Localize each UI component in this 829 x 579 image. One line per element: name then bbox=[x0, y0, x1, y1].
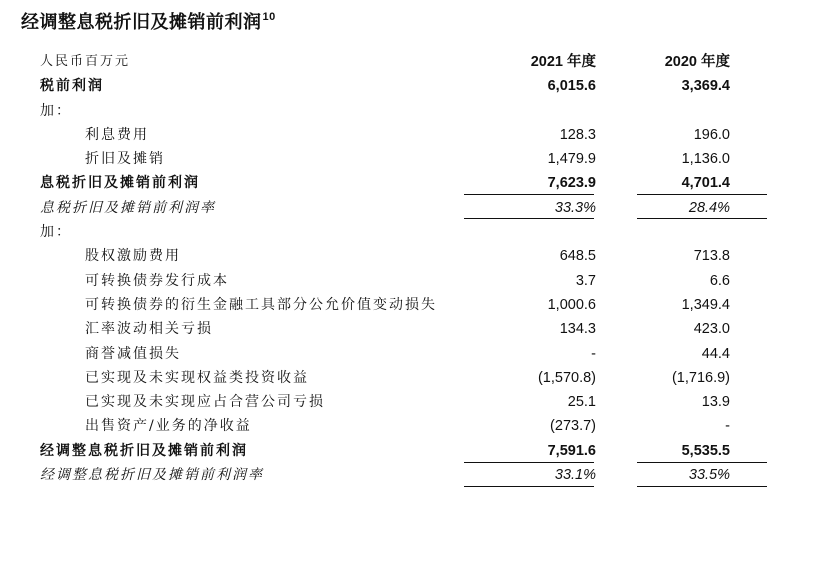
table-row bbox=[40, 74, 760, 98]
table-body bbox=[40, 74, 760, 487]
value-2020: 6.6 bbox=[709, 272, 730, 289]
value-2020: 4,701.4 bbox=[681, 175, 730, 192]
value-2020: 5,535.5 bbox=[681, 442, 730, 459]
value-2020: 3,369.4 bbox=[681, 78, 730, 95]
col-2021-header: 2021 年度 bbox=[530, 54, 596, 70]
table-rule bbox=[464, 218, 594, 219]
value-2021: 1,000.6 bbox=[547, 296, 596, 313]
row-label: 已实现及未实现权益类投资收益 bbox=[85, 369, 309, 386]
title-text: 经调整息税折旧及摊销前利润 bbox=[21, 12, 262, 33]
row-label: 股权激励费用 bbox=[85, 248, 181, 265]
value-2021: 648.5 bbox=[559, 248, 596, 265]
table-row bbox=[40, 196, 760, 220]
ebitda-table bbox=[40, 50, 760, 487]
row-label: 折旧及摊销 bbox=[85, 151, 165, 168]
row-label: 息税折旧及摊销前利润 bbox=[40, 175, 200, 192]
value-2020: - bbox=[725, 418, 730, 435]
table-rule bbox=[464, 194, 594, 195]
value-2021: 7,591.6 bbox=[547, 442, 596, 459]
value-2021: (273.7) bbox=[550, 418, 596, 435]
value-2021: 3.7 bbox=[575, 272, 596, 289]
table-row bbox=[40, 123, 760, 147]
table-row bbox=[40, 171, 760, 195]
row-label: 可转换债券发行成本 bbox=[85, 272, 229, 289]
table-row bbox=[40, 269, 760, 293]
value-2020: 33.5% bbox=[688, 467, 730, 484]
row-label: 出售资产/业务的净收益 bbox=[85, 418, 252, 435]
page-title bbox=[21, 8, 276, 34]
value-2020: 13.9 bbox=[701, 394, 730, 411]
table-rule bbox=[464, 462, 594, 463]
value-2021: - bbox=[591, 345, 596, 362]
value-2020: 1,349.4 bbox=[681, 296, 730, 313]
row-label: 息税折旧及摊销前利润率 bbox=[40, 199, 216, 216]
value-2020: 713.8 bbox=[693, 248, 730, 265]
table-row bbox=[40, 463, 760, 487]
row-label: 经调整息税折旧及摊销前利润率 bbox=[40, 467, 264, 484]
value-2021: 134.3 bbox=[559, 321, 596, 338]
row-label: 商誉减值损失 bbox=[85, 345, 181, 362]
row-label: 利息费用 bbox=[85, 126, 149, 143]
table-row bbox=[40, 366, 760, 390]
value-2021: 128.3 bbox=[559, 126, 596, 143]
row-label: 加： bbox=[40, 224, 72, 241]
value-2021: 7,623.9 bbox=[547, 175, 596, 192]
table-row bbox=[40, 414, 760, 438]
row-label: 可转换债券的衍生金融工具部分公允价值变动损失 bbox=[85, 296, 437, 313]
value-2020: 196.0 bbox=[693, 126, 730, 143]
value-2021: 1,479.9 bbox=[547, 151, 596, 168]
table-row bbox=[40, 342, 760, 366]
table-header bbox=[40, 50, 760, 74]
col-2020-header: 2020 年度 bbox=[664, 54, 730, 70]
row-label: 税前利润 bbox=[40, 78, 104, 95]
table-rule bbox=[637, 486, 767, 487]
title-footnote: 10 bbox=[262, 11, 276, 23]
table-rule bbox=[464, 486, 594, 487]
table-row bbox=[40, 390, 760, 414]
table-rule bbox=[637, 218, 767, 219]
row-label: 汇率波动相关亏损 bbox=[85, 321, 213, 338]
row-label: 已实现及未实现应占合营公司亏损 bbox=[85, 394, 325, 411]
table-row bbox=[40, 220, 760, 244]
table-row bbox=[40, 317, 760, 341]
value-2020: 44.4 bbox=[701, 345, 730, 362]
table-row bbox=[40, 244, 760, 268]
value-2021: 33.1% bbox=[554, 467, 596, 484]
row-label: 经调整息税折旧及摊销前利润 bbox=[40, 442, 248, 459]
table-rule bbox=[637, 462, 767, 463]
table-row bbox=[40, 439, 760, 463]
table-row bbox=[40, 147, 760, 171]
value-2020: 28.4% bbox=[688, 199, 730, 216]
table-rule bbox=[637, 194, 767, 195]
table-row bbox=[40, 293, 760, 317]
value-2021: (1,570.8) bbox=[537, 369, 596, 386]
row-label: 加： bbox=[40, 102, 72, 119]
value-2020: 423.0 bbox=[693, 321, 730, 338]
value-2020: 1,136.0 bbox=[681, 151, 730, 168]
value-2021: 6,015.6 bbox=[547, 78, 596, 95]
unit-label: 人民币百万元 bbox=[40, 54, 131, 69]
value-2020: (1,716.9) bbox=[671, 369, 730, 386]
table-row bbox=[40, 99, 760, 123]
value-2021: 33.3% bbox=[554, 199, 596, 216]
value-2021: 25.1 bbox=[567, 394, 596, 411]
